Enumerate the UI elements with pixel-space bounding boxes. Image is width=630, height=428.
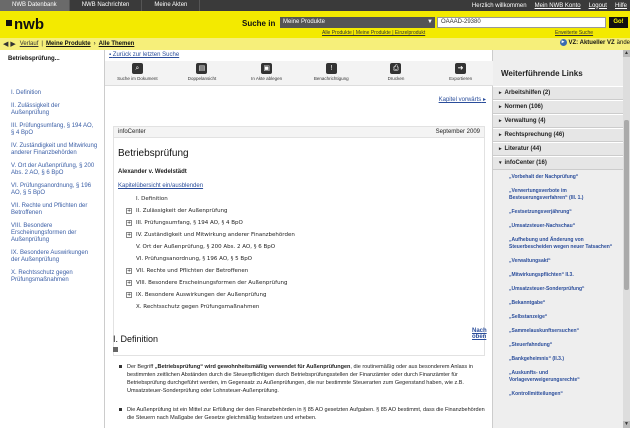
bullet-icon: [119, 408, 122, 411]
info-date: September 2009: [435, 129, 480, 135]
export-icon: ➜: [455, 63, 466, 74]
help-link[interactable]: Hilfe: [614, 2, 627, 9]
history-link[interactable]: Verlauf: [19, 41, 39, 47]
nwb-logo[interactable]: nwb: [6, 16, 44, 33]
scroll-down-icon[interactable]: ▼: [624, 421, 629, 427]
breadcrumb-my-products[interactable]: Meine Produkte: [45, 41, 91, 47]
chapter-toc-item[interactable]: + II. Zulässigkeit der Außenprüfung: [127, 208, 228, 214]
search-input[interactable]: OAAAD-29380: [437, 17, 606, 28]
account-link[interactable]: Mein NWB Konto: [534, 2, 581, 9]
expand-icon[interactable]: +: [127, 208, 132, 214]
expand-arrow-icon: ▸: [499, 132, 502, 138]
paragraph: Die Außenprüfung ist ein Mittel zur Erfüllung der den Finanzbehörden in § 85 AO gesetzten Aufgaben. § 85 AO bestimmt, dass die Finanzbehörden die Steuern nach Maßgabe der Gesetze gleichmäßig festsetzen und erheben.: [127, 406, 487, 422]
scroll-thumb[interactable]: [624, 120, 629, 290]
expand-icon[interactable]: +: [127, 292, 132, 298]
related-link[interactable]: „Verwertungsverbote im Besteuerungsverfahren“ (III. 1.): [509, 188, 584, 201]
infocenter-links: [493, 170, 630, 398]
accordion-literatur[interactable]: ▸ Literatur (44): [493, 142, 630, 156]
related-links-panel: [493, 50, 630, 428]
tool-search-in-document[interactable]: ⌕ Suche im Dokument: [117, 65, 158, 81]
left-toc-item[interactable]: VI. Prüfungsanordnung, § 196 AO, § 5 BpO: [11, 183, 92, 196]
logo-dot-icon: [6, 20, 12, 26]
document-author: Alexander v. Wedelstädt: [118, 169, 187, 175]
document-toolbar: [105, 61, 493, 86]
chapter-toc: [126, 193, 484, 313]
left-toc-item[interactable]: IX. Besondere Auswirkungen der Außenprüfung: [11, 250, 89, 263]
left-toc-panel: [0, 50, 105, 428]
back-to-search-link[interactable]: ▪ Zurück zur letzten Suche: [109, 52, 180, 58]
related-link[interactable]: „Kontrollmitteilungen“: [509, 391, 563, 397]
accordion-normen[interactable]: ▸ Normen (106): [493, 100, 630, 114]
related-link[interactable]: „Bekanntgabe“: [509, 300, 546, 306]
bullet-icon: [119, 365, 122, 368]
related-link[interactable]: „Aufhebung und Änderung von Steuerbescheiden wegen neuer Tatsachen“: [509, 237, 613, 250]
left-toc-item[interactable]: VIII. Besondere Erscheinungsformen der Außenprüfung: [11, 223, 77, 243]
search-scope-select[interactable]: Meine Produkte ▼: [280, 17, 435, 28]
chapter-toc-item[interactable]: X. Rechtsschutz gegen Prüfungsmaßnahmen: [136, 304, 260, 310]
extended-search-link[interactable]: Erweiterte Suche: [555, 30, 594, 36]
expand-arrow-icon: ▸: [499, 90, 502, 96]
tool-file-in-folder[interactable]: ▣ In Akte ablegen: [251, 65, 283, 81]
left-panel-title: Betriebsprüfung...: [8, 56, 60, 62]
chapter-toc-item[interactable]: VI. Prüfungsanordnung, § 196 AO, § 5 BpO: [136, 256, 253, 262]
chapter-toc-item[interactable]: + IX. Besondere Auswirkungen der Außenprüfung: [127, 292, 267, 298]
left-toc-item[interactable]: III. Prüfungsumfang, § 194 AO, § 4 BpO: [11, 123, 94, 136]
search-label: Suche in: [242, 19, 276, 28]
related-link[interactable]: „Bankgeheimnis“ (II.3.): [509, 356, 565, 362]
notification-icon: !: [326, 63, 337, 74]
chapter-toc-item[interactable]: + III. Prüfungsumfang, § 194 AO, § 4 BpO: [127, 220, 243, 226]
related-link[interactable]: „Mitwirkungspflichten“ II.3.: [509, 272, 574, 278]
related-link[interactable]: „Festsetzungsverjährung“: [509, 209, 572, 215]
go-button[interactable]: Go!: [609, 17, 628, 28]
document-title: Betriebsprüfung: [118, 148, 189, 159]
left-toc-item[interactable]: IV. Zuständigkeit und Mitwirkung anderer Finanzbehörden: [11, 143, 98, 156]
header: [0, 11, 630, 38]
expand-icon[interactable]: +: [127, 232, 132, 238]
collapse-arrow-icon: ▾: [499, 160, 502, 166]
accordion-infocenter[interactable]: ▾ infoCenter (16): [493, 156, 630, 170]
expand-icon[interactable]: +: [127, 280, 132, 286]
chapter-toc-item[interactable]: V. Ort der Außenprüfung, § 200 Abs. 2 AO, § 6 BpO: [136, 244, 276, 250]
tool-print[interactable]: ⎙ Drucken: [387, 65, 405, 81]
breadcrumb: ◀ ▶ Verlauf | Meine Produkte › Alle Themen ▸ VZ: Aktueller VZ ände: [0, 38, 630, 50]
accordion-verwaltung[interactable]: ▸ Verwaltung (4): [493, 114, 630, 128]
section-heading: I. Definition: [113, 334, 159, 344]
breadcrumb-all-topics[interactable]: Alle Themen: [98, 41, 135, 47]
expand-icon[interactable]: +: [127, 220, 132, 226]
search-scope-links[interactable]: Alle Produkte | Meine Produkte | Einzelprodukt: [322, 30, 426, 36]
folder-icon: ▣: [261, 63, 272, 74]
scroll-up-icon[interactable]: ▲: [624, 50, 629, 56]
toggle-chapter-overview-link[interactable]: Kapitelübersicht ein/ausblenden: [118, 183, 204, 189]
vz-indicator[interactable]: ▸ VZ: Aktueller VZ ände: [560, 39, 630, 46]
document-card: [113, 126, 485, 356]
welcome-text: Herzlich willkommen: [471, 2, 527, 9]
print-icon: ⎙: [390, 63, 401, 74]
vz-circle-icon: ▸: [560, 39, 567, 46]
related-link[interactable]: „Umsatzsteuer-Nachschau“: [509, 223, 576, 229]
chapter-toc-item[interactable]: I. Definition: [136, 196, 168, 202]
left-toc-item[interactable]: VII. Rechte und Pflichten der Betroffenen: [11, 203, 88, 216]
dropdown-arrow-icon: ▼: [427, 19, 433, 25]
related-links-title: Weiterführende Links: [501, 69, 583, 78]
chapter-toc-item[interactable]: + IV. Zuständigkeit und Mitwirkung anderer Finanzbehörden: [127, 232, 295, 238]
related-link[interactable]: „Selbstanzeige“: [509, 314, 548, 320]
expand-arrow-icon: ▸: [499, 118, 502, 124]
tool-double-view[interactable]: ▤ Doppelansicht: [187, 65, 217, 81]
tab-nwb-datenbank[interactable]: NWB Datenbank: [0, 0, 70, 11]
next-chapter-link[interactable]: Kapitel vorwärts ▸: [438, 97, 486, 103]
expand-arrow-icon: ▸: [499, 104, 502, 110]
related-link[interactable]: „Steuerfahndung“: [509, 342, 553, 348]
related-link[interactable]: „Vorbehalt der Nachprüfung“: [509, 174, 579, 180]
related-link[interactable]: „Auskunfts- und Vorlageverweigerungsrechte“: [509, 370, 580, 383]
tool-export[interactable]: ➜ Exportieren: [449, 65, 473, 81]
expand-icon[interactable]: +: [127, 268, 132, 274]
paragraph: Der Begriff „Betriebsprüfung“ wird gewohnheitsmäßig verwendet für Außenprüfungen, die routinemäßig oder aus besonderem Anlass in bestimmten zeitlichen Abständen durch die Steuerpflichtigen durch Betriebsprüfungsstellen der Finanzämter oder durch Finanzämter für Betriebsprüfung durchgeführt werden, im Gegensatz zu Außenprüfungen, die nur bestimmte Steuerarten zum Gegenstand haben, wie z.B. Umsatzsteuer-Sonderprüfung oder Lohnsteuer-Außenprüfung.: [127, 363, 487, 395]
accordion-rechtsprechung[interactable]: ▸ Rechtsprechung (46): [493, 128, 630, 142]
back-to-top-link[interactable]: Nach oben: [472, 328, 487, 340]
related-link[interactable]: „Sammelauskunftsersuchen“: [509, 328, 580, 334]
accordion-arbeitshilfen[interactable]: ▸ Arbeitshilfen (2): [493, 86, 630, 100]
expand-arrow-icon: ▸: [499, 146, 502, 152]
left-toc-item[interactable]: X. Rechtsschutz gegen Prüfungsmaßnahmen: [11, 270, 73, 283]
tab-nwb-nachrichten[interactable]: NWB Nachrichten: [70, 0, 143, 11]
tab-meine-akten[interactable]: Meine Akten: [142, 0, 200, 11]
left-toc-item[interactable]: I. Definition: [11, 90, 42, 96]
left-toc-item[interactable]: II. Zulässigkeit der Außenprüfung: [11, 103, 60, 116]
chapter-toc-item[interactable]: + VII. Rechte und Pflichten der Betroffenen: [127, 268, 249, 274]
section-marker-icon: [113, 347, 118, 352]
info-header: [114, 127, 484, 138]
related-link[interactable]: „Umsatzsteuer-Sonderprüfung“: [509, 286, 585, 292]
related-link[interactable]: „Verwaltungsakt“: [509, 258, 551, 264]
right-scrollbar[interactable]: [623, 50, 630, 428]
double-view-icon: ▤: [196, 63, 207, 74]
left-toc-item[interactable]: V. Ort der Außenprüfung, § 200 Abs. 2 AO, § 6 BpO: [11, 163, 95, 176]
document-area: [105, 50, 493, 428]
tool-notification[interactable]: ! Benachrichtigung: [313, 65, 349, 81]
top-navigation: [0, 0, 630, 11]
chapter-toc-item[interactable]: + VIII. Besondere Erscheinungsformen der Außenprüfung: [127, 280, 288, 286]
back-forward-icon[interactable]: ◀ ▶: [3, 41, 16, 48]
search-document-icon: ⌕: [132, 63, 143, 74]
info-source: infoCenter: [118, 129, 146, 135]
logout-link[interactable]: Logout: [588, 2, 607, 9]
